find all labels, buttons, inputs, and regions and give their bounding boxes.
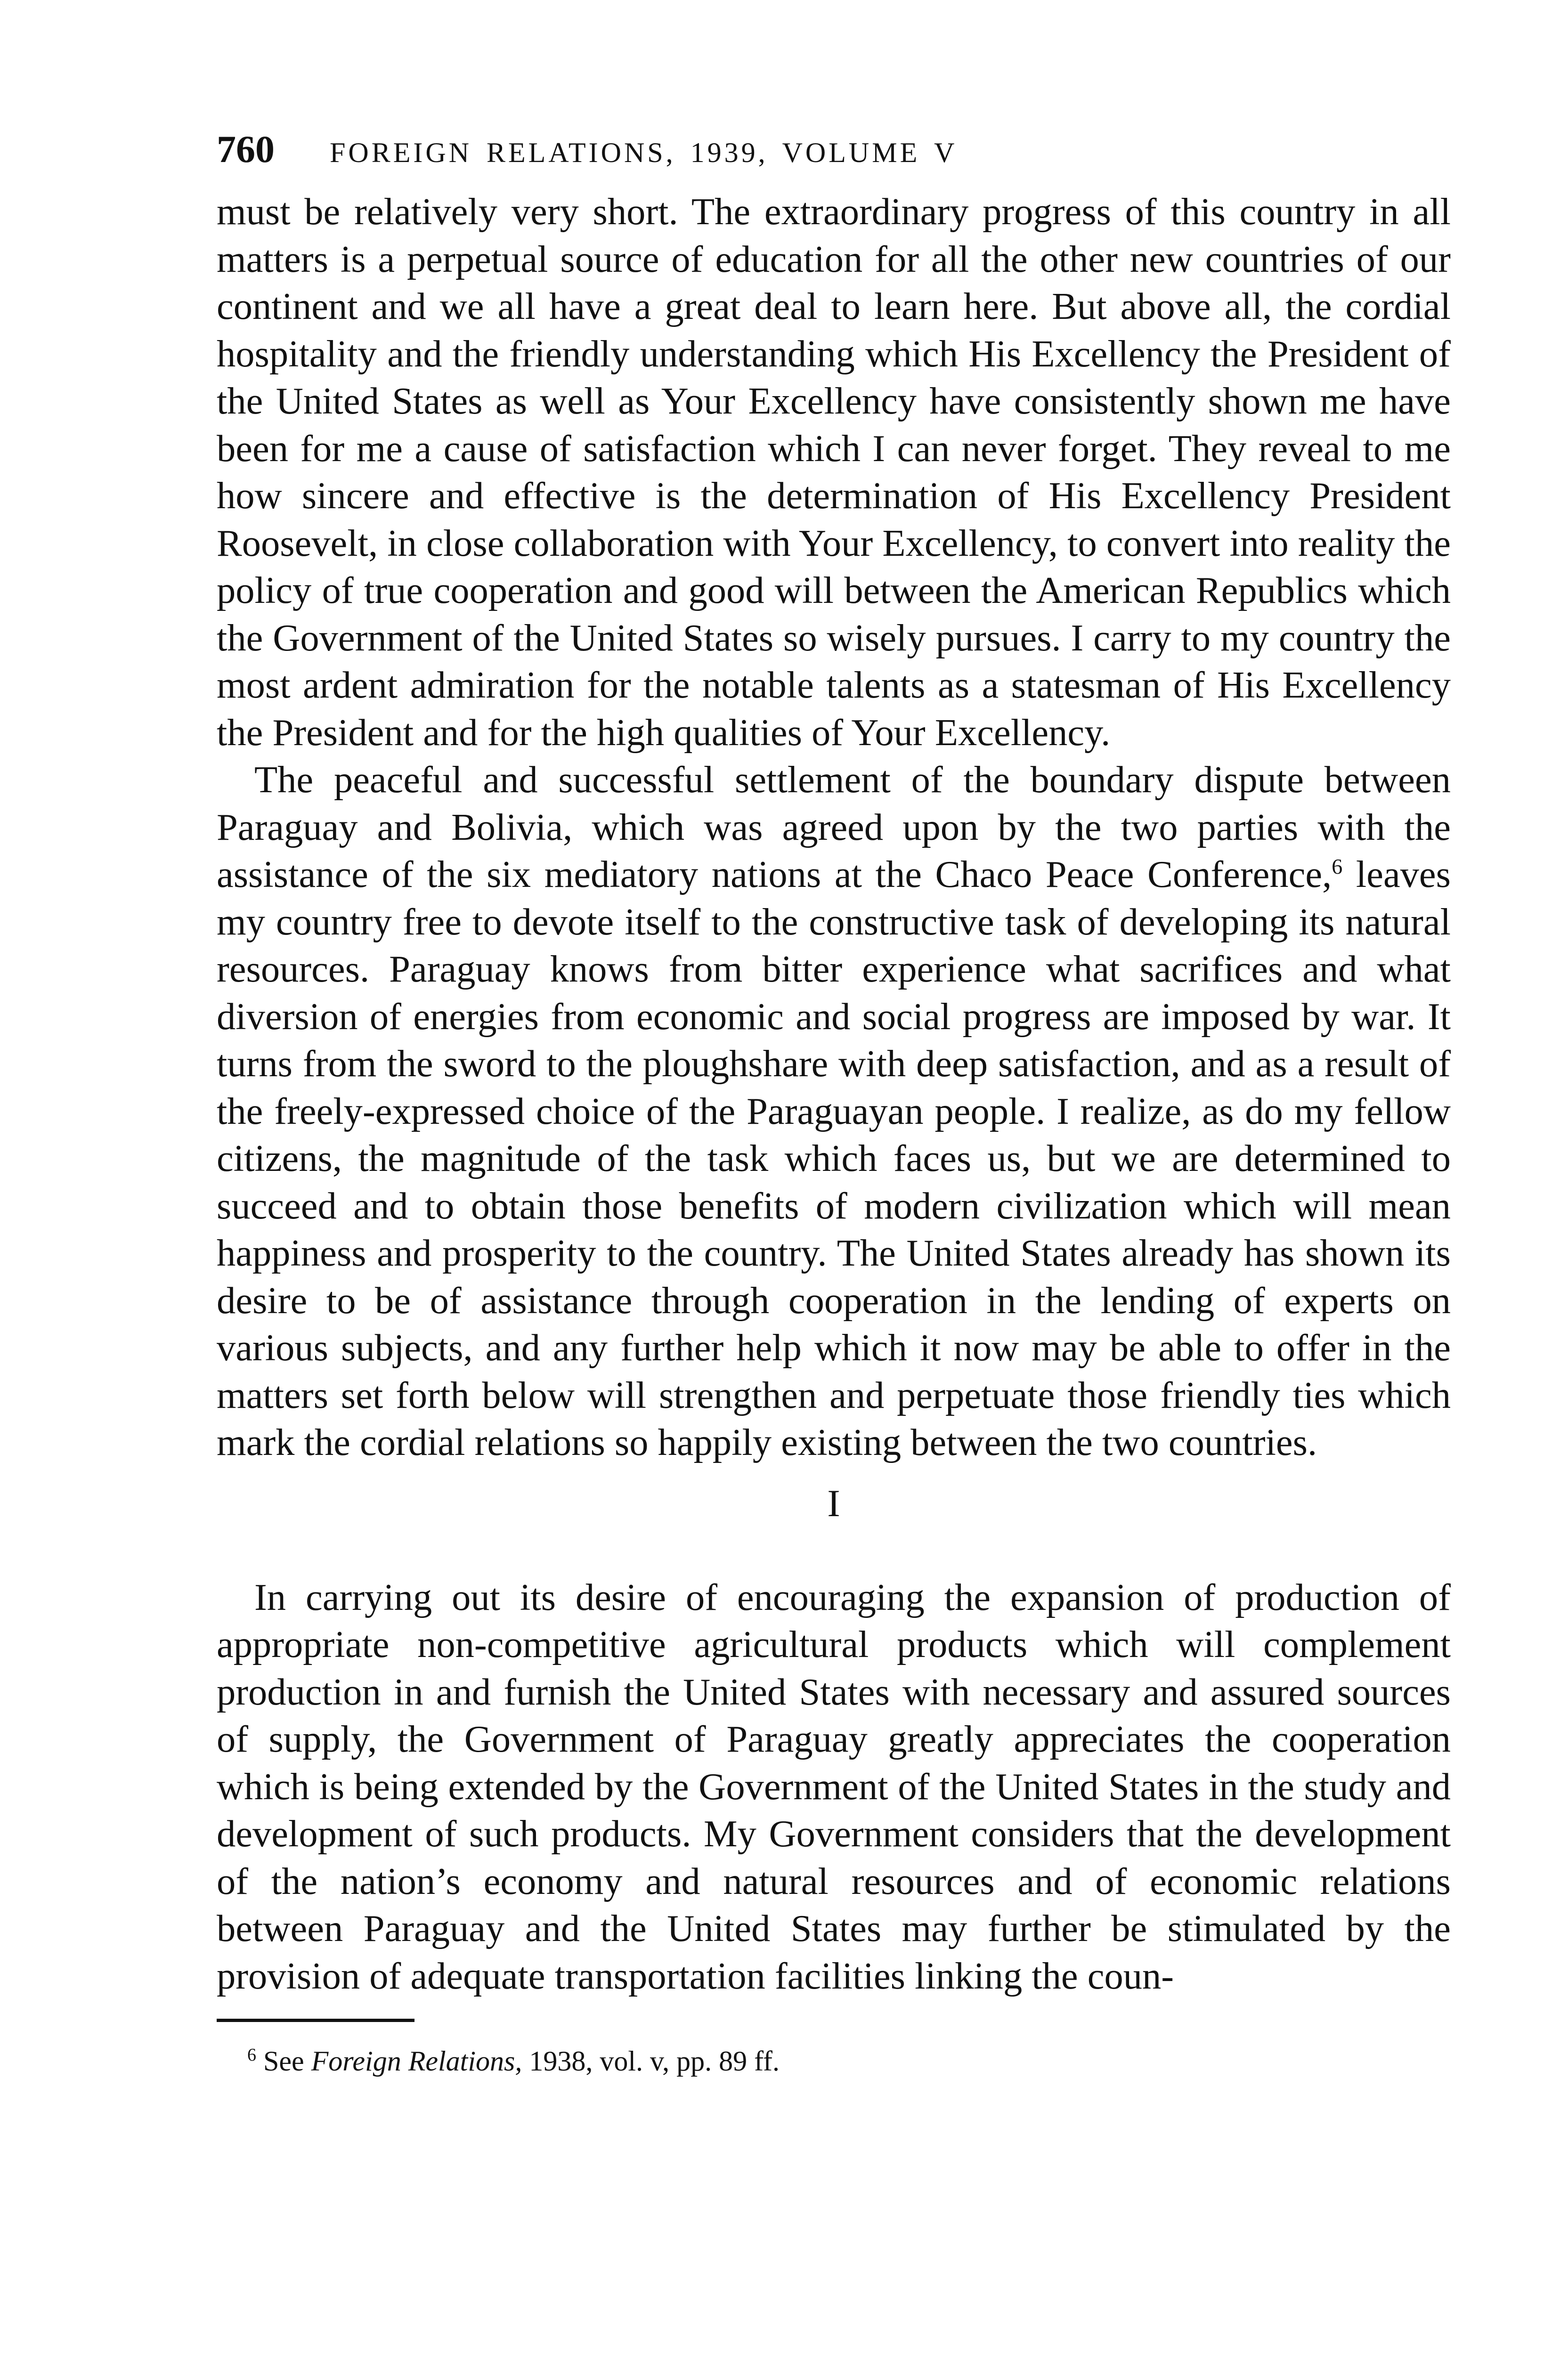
document-page — [217, 127, 1451, 2080]
paragraph-continuation: must be relatively very short. The extraordinary progress of this country in all matters is a perpetual source of education for all the other new countries of our continent and we all have a great deal to learn here. But above all, the cordial hospitality and the friendly understanding which His Excellency the President of the United States as well as Your Excellency have consistently shown me have been for me a cause of satisfaction which I can never forget. They reveal to me how sincere and effective is the determination of His Excellency President Roosevelt, in close collaboration with Your Excellency, to convert into reality the policy of true cooperation and good will between the American Republics which the Government of the United States so wisely pursues. I carry to my country the most ardent admiration for the notable talents as a statesman of His Excellency the President and for the high qualities of Your Excellency. — [217, 191, 1451, 754]
footnote — [217, 2036, 1451, 2080]
footnote-divider — [217, 2019, 414, 2022]
footnote-reference: 6 — [1332, 854, 1343, 879]
page-number: 760 — [217, 128, 275, 171]
paragraph-settlement-part1: The peaceful and successful settlement of the boundary dispute between Paraguay and Bolivia, which was agreed upon by the two parties with the assistance of the six mediatory nations at the Chaco Peace Conference, — [217, 759, 1451, 895]
paragraph-agriculture: In carrying out its desire of encouraging the expansion of production of appropriate non-competitive agricultural products which will complement production in and furnish the United States with necessary and assured sources of supply, the Government of Paraguay greatly appreciates the cooperation which is being extended by the Government of the United States in the study and development of such products. My Government considers that the development of the nation’s economy and natural resources and of economic relations between Paraguay and the United States may further be stimulated by the provision of adequate transportation facilities linking the coun- — [217, 1576, 1451, 1997]
footnote-italic-title: Foreign Relations, — [311, 2046, 522, 2077]
paragraph-settlement — [217, 756, 1451, 1467]
running-head: FOREIGN RELATIONS, 1939, VOLUME V — [330, 137, 958, 168]
section-heading: I — [827, 1481, 840, 1525]
paragraph-settlement-part2: leaves my country free to devote itself to the constructive task of developing its natural resources. Paraguay knows from bitter experience what sacrifices and what diversion of energies from economic and social progress are imposed by war. It turns from the sword to the ploughshare with deep satisfaction, and as a result of the freely-expressed choice of the Paraguayan people. I realize, as do my fellow citizens, the magnitude of the task which faces us, but we are determined to succeed and to obtain those benefits of modern civilization which will mean happiness and prosperity to the country. The United States already has shown its desire to be of assistance through cooperation in the lending of experts on various subjects, and any further help which it now may be able to offer in the matters set forth below will strengthen and perpetuate those friendly ties which mark the cordial relations so happily existing between the two countries. — [217, 853, 1451, 1463]
footnote-prefix: See — [256, 2046, 311, 2077]
page-header — [217, 127, 1451, 188]
footnote-suffix: 1938, vol. v, pp. 89 ff. — [522, 2046, 780, 2077]
footnote-marker: 6 — [247, 2045, 256, 2065]
